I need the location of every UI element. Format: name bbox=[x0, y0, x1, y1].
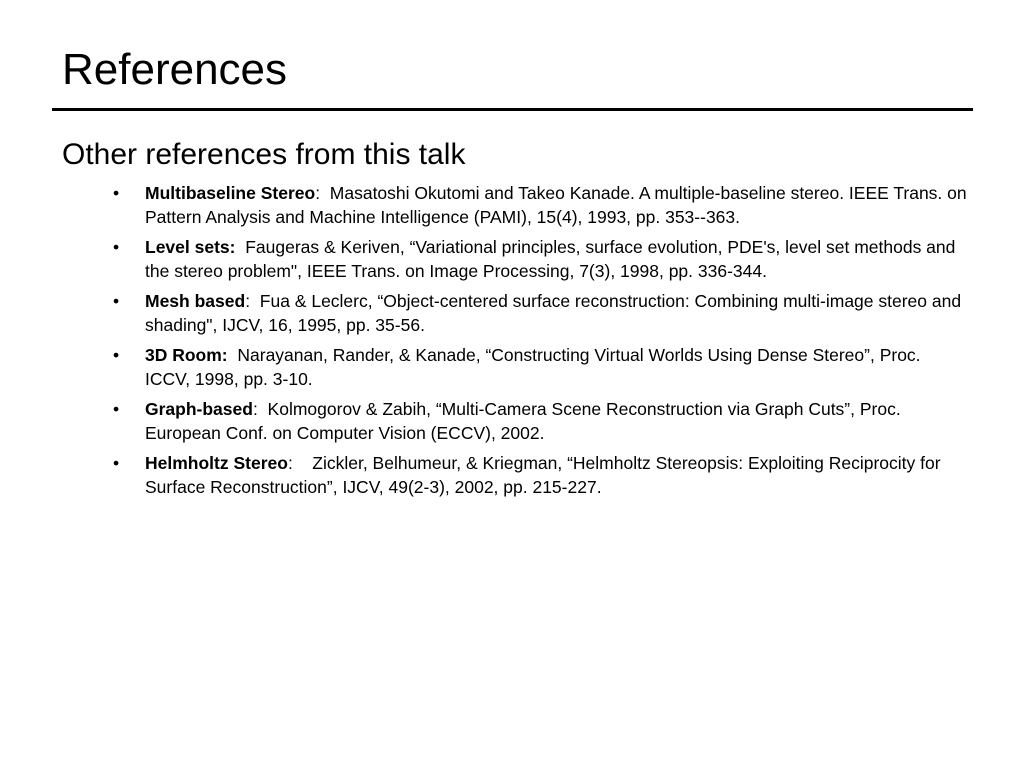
reference-label: Level sets: bbox=[145, 237, 236, 257]
reference-item bbox=[110, 235, 970, 283]
reference-text: Fua & Leclerc, “Object-centered surface reconstruction: Combining multi-image stereo and shading", IJCV, 16, 1995, pp. 35-56. bbox=[145, 291, 962, 335]
reference-item bbox=[110, 451, 970, 499]
reference-list bbox=[110, 181, 970, 505]
bullet-icon: • bbox=[113, 291, 120, 311]
section-heading: Other references from this talk bbox=[62, 138, 466, 171]
reference-separator: : bbox=[252, 399, 268, 419]
reference-item bbox=[110, 397, 970, 445]
bullet-icon: • bbox=[113, 399, 120, 419]
slide-title: References bbox=[62, 45, 288, 94]
reference-text: Narayanan, Rander, & Kanade, “Constructing Virtual Worlds Using Dense Stereo”, Proc. ICCV, 1998, pp. 3-10. bbox=[145, 345, 921, 389]
reference-separator: : bbox=[245, 291, 260, 311]
bullet-icon: • bbox=[113, 345, 120, 365]
reference-separator bbox=[228, 345, 238, 365]
reference-item bbox=[110, 181, 970, 229]
bullet-icon: • bbox=[113, 183, 120, 203]
reference-separator bbox=[235, 237, 245, 257]
reference-item bbox=[110, 289, 970, 337]
reference-item bbox=[110, 343, 970, 391]
reference-label: Helmholtz Stereo bbox=[145, 453, 288, 473]
reference-label: Mesh based bbox=[145, 291, 246, 311]
reference-label: 3D Room: bbox=[145, 345, 228, 365]
bullet-icon: • bbox=[113, 453, 120, 473]
title-divider bbox=[52, 108, 973, 111]
reference-label: Graph-based bbox=[145, 399, 253, 419]
bullet-icon: • bbox=[113, 237, 120, 257]
reference-text: Zickler, Belhumeur, & Kriegman, “Helmholtz Stereopsis: Exploiting Reciprocity for Surface Reconstruction”, IJCV, 49(2-3), 2002, pp. 215-227. bbox=[145, 453, 941, 497]
reference-separator: : bbox=[315, 183, 330, 203]
reference-label: Multibaseline Stereo bbox=[145, 183, 316, 203]
reference-text: Kolmogorov & Zabih, “Multi-Camera Scene Reconstruction via Graph Cuts”, Proc. European Conf. on Computer Vision (ECCV), 2002. bbox=[145, 399, 901, 443]
reference-separator: : bbox=[287, 453, 313, 473]
reference-text: Masatoshi Okutomi and Takeo Kanade. A multiple-baseline stereo. IEEE Trans. on Pattern Analysis and Machine Intelligence (PAMI), 15(4), 1993, pp. 353--363. bbox=[145, 183, 967, 227]
reference-text: Faugeras & Keriven, “Variational principles, surface evolution, PDE's, level set methods and the stereo problem", IEEE Trans. on Image Processing, 7(3), 1998, pp. 336-344. bbox=[145, 237, 956, 281]
